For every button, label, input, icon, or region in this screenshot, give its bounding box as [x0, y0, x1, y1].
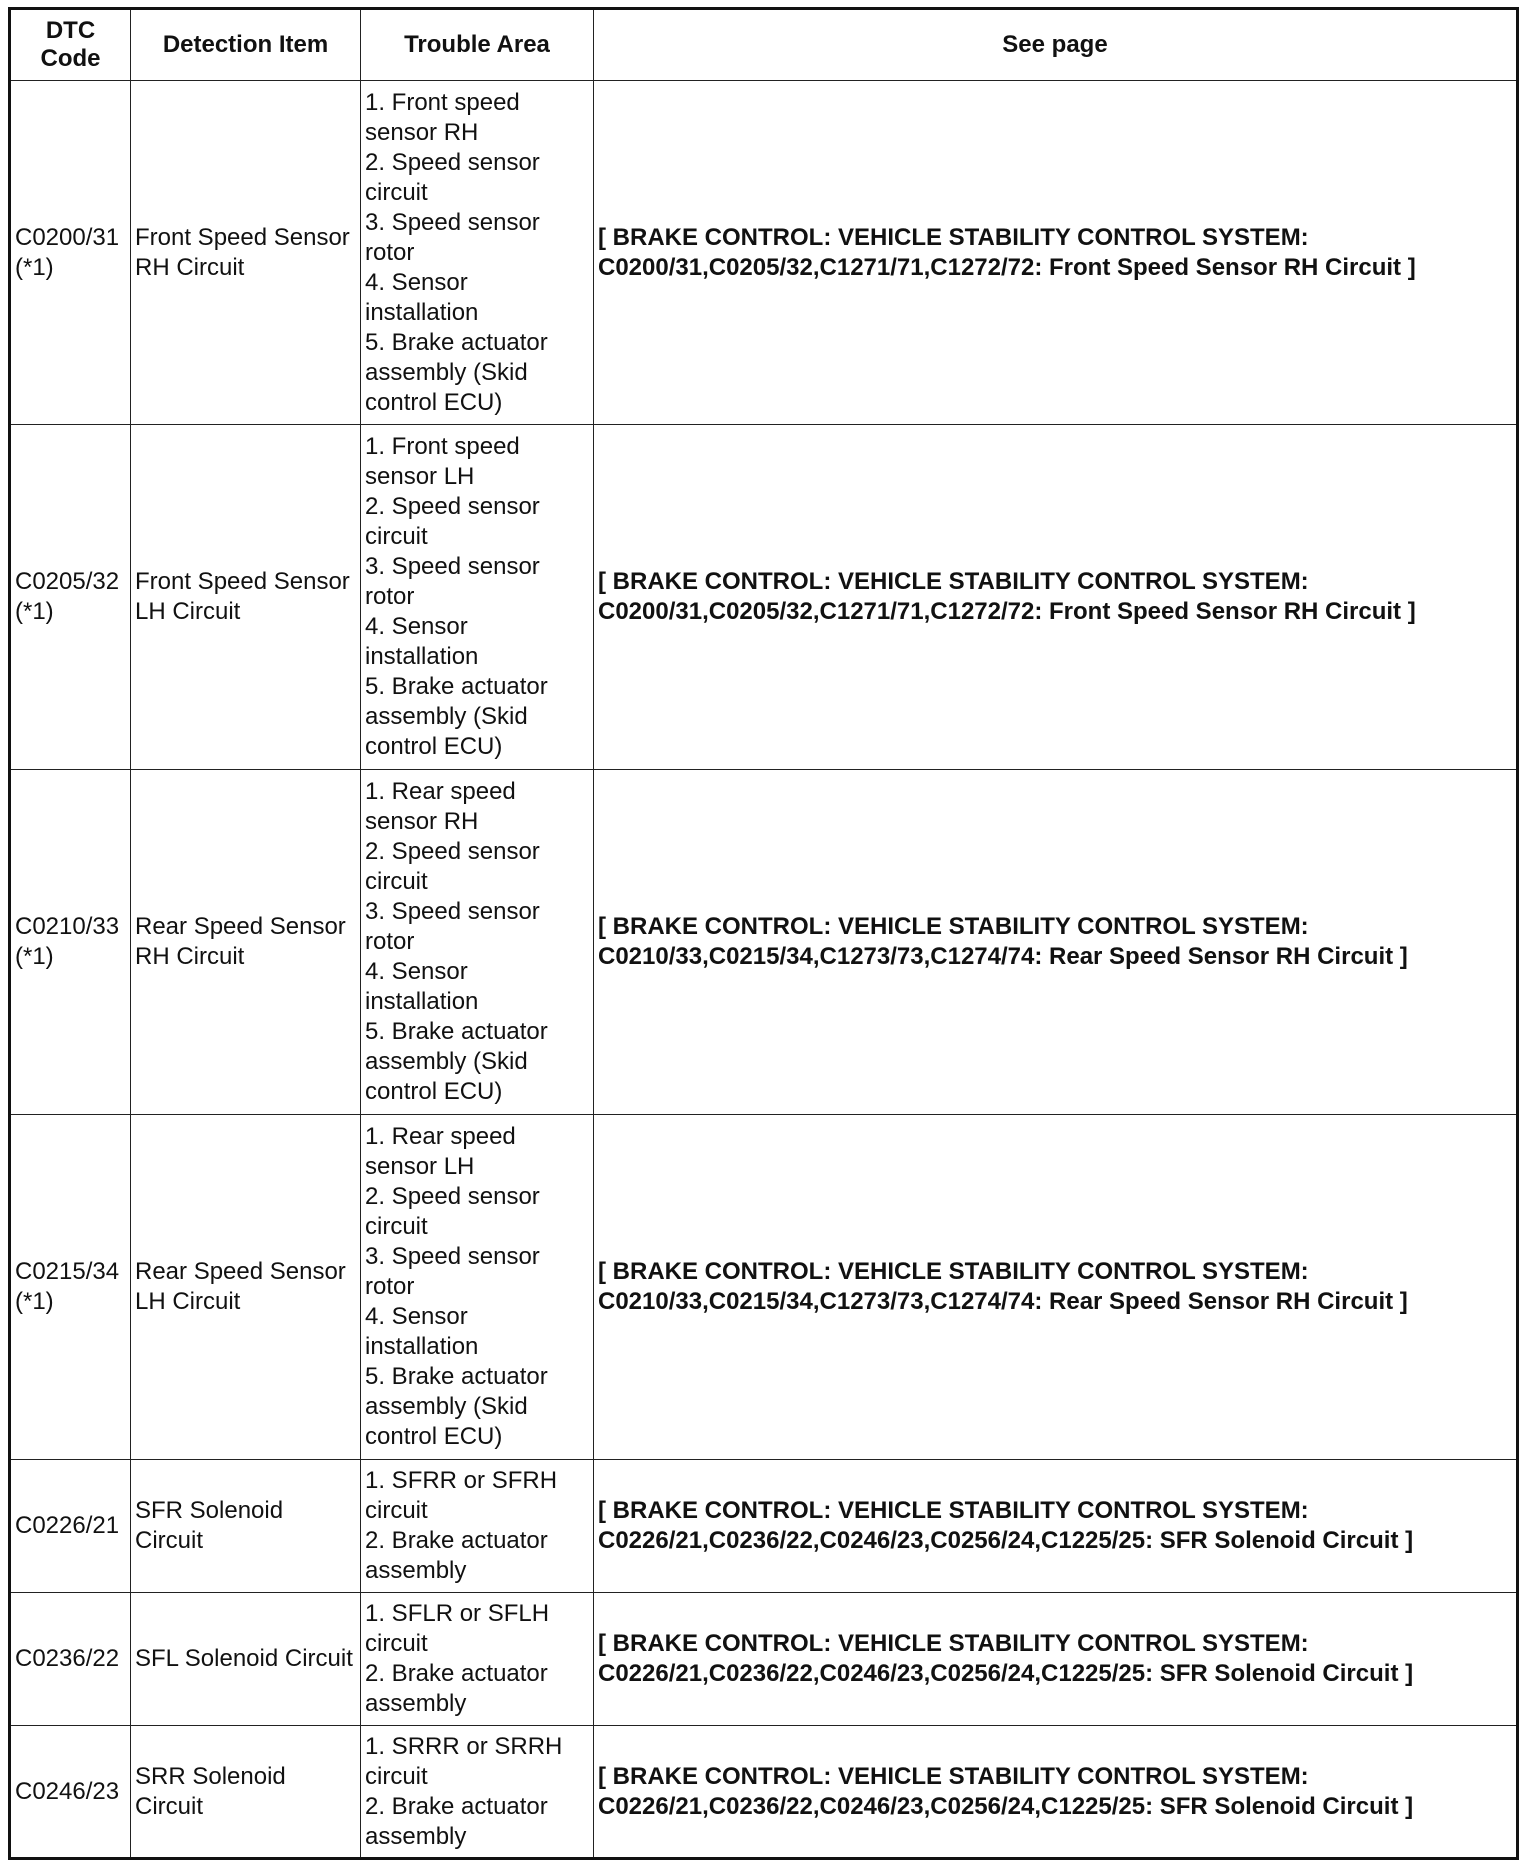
dtc-code-cell — [10, 425, 131, 770]
see-page-link-line2: C0210/33,C0215/34,C1273/73,C1274/74: Rear Speed Sensor RH Circuit ] — [598, 1288, 1408, 1315]
dtc-code-cell — [10, 81, 131, 425]
detection-item-cell: Front Speed Sensor RH Circuit — [131, 81, 361, 425]
dtc-code-note: (*1) — [15, 1288, 54, 1315]
dtc-code: C0236/22 — [15, 1645, 120, 1672]
trouble-area-line: sensor RH — [365, 118, 479, 146]
see-page-link[interactable] — [598, 1496, 1512, 1556]
trouble-area-line: 2. Brake actuator — [365, 1660, 548, 1687]
see-page-link-line1: [ BRAKE CONTROL: VEHICLE STABILITY CONTROL SYSTEM: — [598, 1258, 1309, 1285]
table-row — [10, 1593, 1518, 1726]
dtc-code-cell — [10, 1593, 131, 1726]
trouble-area-line: 5. Brake actuator — [365, 1363, 548, 1390]
header-see-page: See page — [594, 9, 1518, 81]
trouble-area-line: circuit — [365, 178, 428, 206]
trouble-area-line: 5. Brake actuator — [365, 673, 548, 700]
trouble-area-line: rotor — [365, 583, 415, 610]
trouble-area-line: 3. Speed sensor — [365, 553, 540, 580]
trouble-area-line: rotor — [365, 1273, 415, 1300]
see-page-link-line1: [ BRAKE CONTROL: VEHICLE STABILITY CONTROL SYSTEM: — [598, 568, 1309, 595]
see-page-link[interactable] — [598, 1257, 1512, 1317]
see-page-link-line2: C0200/31,C0205/32,C1271/71,C1272/72: Front Speed Sensor RH Circuit ] — [598, 598, 1416, 625]
dtc-code: C0215/34 — [15, 1258, 120, 1285]
table-row — [10, 425, 1518, 770]
see-page-link-line2: C0200/31,C0205/32,C1271/71,C1272/72: Front Speed Sensor RH Circuit ] — [598, 253, 1416, 281]
see-page-cell — [594, 1460, 1518, 1593]
trouble-area-line: circuit — [365, 868, 428, 895]
trouble-area-line: installation — [365, 643, 479, 670]
see-page-link-line1: [ BRAKE CONTROL: VEHICLE STABILITY CONTROL SYSTEM: — [598, 913, 1309, 940]
dtc-code-cell — [10, 1460, 131, 1593]
trouble-area-line: 1. Front speed — [365, 88, 520, 116]
see-page-cell — [594, 770, 1518, 1115]
header-dtc-code-line1: DTC — [45, 17, 96, 44]
trouble-area-line: installation — [365, 298, 479, 326]
trouble-area-line: assembly (Skid — [365, 703, 528, 730]
trouble-area-line: 1. SFLR or SFLH — [365, 1600, 550, 1627]
detection-item-cell: SRR Solenoid Circuit — [131, 1726, 361, 1859]
trouble-area-line: rotor — [365, 238, 415, 266]
trouble-area-line: circuit — [365, 1630, 428, 1657]
detection-item-cell: SFL Solenoid Circuit — [131, 1593, 361, 1726]
trouble-area-line: sensor RH — [365, 808, 479, 835]
trouble-area-line: 2. Speed sensor — [365, 148, 540, 176]
dtc-code: C0246/23 — [15, 1777, 120, 1805]
detection-item-cell: Front Speed Sensor LH Circuit — [131, 425, 361, 770]
see-page-link-line1: [ BRAKE CONTROL: VEHICLE STABILITY CONTROL SYSTEM: — [598, 1762, 1309, 1790]
see-page-link-line2: C0210/33,C0215/34,C1273/73,C1274/74: Rear Speed Sensor RH Circuit ] — [598, 943, 1408, 970]
see-page-link-line2: C0226/21,C0236/22,C0246/23,C0256/24,C1225/25: SFR Solenoid Circuit ] — [598, 1792, 1414, 1820]
see-page-link[interactable] — [598, 1762, 1512, 1822]
dtc-code-cell — [10, 770, 131, 1115]
see-page-link[interactable] — [598, 223, 1512, 283]
trouble-area-cell — [361, 1460, 594, 1593]
trouble-area-cell — [361, 81, 594, 425]
see-page-link[interactable] — [598, 912, 1512, 972]
detection-item-cell: SFR Solenoid Circuit — [131, 1460, 361, 1593]
table-row — [10, 1726, 1518, 1859]
trouble-area-line: 4. Sensor — [365, 613, 468, 640]
header-trouble-area: Trouble Area — [361, 9, 594, 81]
header-dtc-code — [10, 9, 131, 81]
see-page-link-line2: C0226/21,C0236/22,C0246/23,C0256/24,C1225/25: SFR Solenoid Circuit ] — [598, 1527, 1414, 1554]
trouble-area-line: 4. Sensor — [365, 268, 468, 296]
table-row — [10, 770, 1518, 1115]
table-row — [10, 1115, 1518, 1460]
trouble-area-cell — [361, 770, 594, 1115]
dtc-code: C0210/33 — [15, 913, 120, 940]
dtc-code-cell — [10, 1115, 131, 1460]
trouble-area-line: rotor — [365, 928, 415, 955]
trouble-area-line: circuit — [365, 1213, 428, 1240]
trouble-area-line: control ECU) — [365, 1423, 503, 1450]
dtc-code: C0200/31 — [15, 223, 120, 251]
trouble-area-cell — [361, 1593, 594, 1726]
dtc-code-note: (*1) — [15, 253, 54, 281]
header-detection-item: Detection Item — [131, 9, 361, 81]
trouble-area-line: installation — [365, 1333, 479, 1360]
trouble-area-line: circuit — [365, 1497, 428, 1524]
detection-item-cell: Rear Speed Sensor RH Circuit — [131, 770, 361, 1115]
see-page-link-line1: [ BRAKE CONTROL: VEHICLE STABILITY CONTROL SYSTEM: — [598, 223, 1309, 251]
trouble-area-line: assembly — [365, 1557, 467, 1584]
trouble-area-line: control ECU) — [365, 733, 503, 760]
trouble-area-line: 2. Brake actuator — [365, 1792, 548, 1820]
trouble-area-line: control ECU) — [365, 388, 503, 416]
dtc-code-note: (*1) — [15, 598, 54, 625]
see-page-cell — [594, 425, 1518, 770]
trouble-area-line: 4. Sensor — [365, 958, 468, 985]
trouble-area-line: 3. Speed sensor — [365, 1243, 540, 1270]
see-page-cell — [594, 81, 1518, 425]
dtc-code-note: (*1) — [15, 943, 54, 970]
trouble-area-line: 2. Speed sensor — [365, 838, 540, 865]
dtc-table — [8, 7, 1519, 1860]
trouble-area-line: assembly (Skid — [365, 1393, 528, 1420]
table-row — [10, 81, 1518, 425]
trouble-area-line: 5. Brake actuator — [365, 328, 548, 356]
trouble-area-line: 1. SFRR or SFRH — [365, 1467, 558, 1494]
trouble-area-line: 5. Brake actuator — [365, 1018, 548, 1045]
table-body — [10, 81, 1518, 1859]
trouble-area-line: sensor LH — [365, 463, 475, 490]
trouble-area-line: 2. Brake actuator — [365, 1527, 548, 1554]
dtc-code: C0226/21 — [15, 1512, 120, 1539]
trouble-area-line: 1. Front speed — [365, 433, 520, 460]
trouble-area-line: 1. Rear speed — [365, 778, 516, 805]
see-page-link[interactable] — [598, 1629, 1512, 1689]
trouble-area-line: 4. Sensor — [365, 1303, 468, 1330]
see-page-link-line1: [ BRAKE CONTROL: VEHICLE STABILITY CONTROL SYSTEM: — [598, 1630, 1309, 1657]
trouble-area-line: installation — [365, 988, 479, 1015]
dtc-code: C0205/32 — [15, 568, 120, 595]
trouble-area-line: assembly — [365, 1822, 467, 1850]
trouble-area-cell — [361, 1115, 594, 1460]
see-page-link-line2: C0226/21,C0236/22,C0246/23,C0256/24,C1225/25: SFR Solenoid Circuit ] — [598, 1660, 1414, 1687]
trouble-area-line: assembly (Skid — [365, 1048, 528, 1075]
see-page-cell — [594, 1726, 1518, 1859]
trouble-area-line: assembly (Skid — [365, 358, 528, 386]
trouble-area-line: assembly — [365, 1690, 467, 1717]
trouble-area-line: sensor LH — [365, 1153, 475, 1180]
see-page-link-line1: [ BRAKE CONTROL: VEHICLE STABILITY CONTROL SYSTEM: — [598, 1497, 1309, 1524]
see-page-cell — [594, 1115, 1518, 1460]
trouble-area-cell — [361, 1726, 594, 1859]
trouble-area-line: 3. Speed sensor — [365, 208, 540, 236]
trouble-area-cell — [361, 425, 594, 770]
trouble-area-line: circuit — [365, 1762, 428, 1790]
trouble-area-line: 2. Speed sensor — [365, 1183, 540, 1210]
trouble-area-line: 1. SRRR or SRRH — [365, 1732, 563, 1760]
dtc-code-cell — [10, 1726, 131, 1859]
trouble-area-line: 2. Speed sensor — [365, 493, 540, 520]
see-page-link[interactable] — [598, 567, 1512, 627]
trouble-area-line: 1. Rear speed — [365, 1123, 516, 1150]
see-page-cell — [594, 1593, 1518, 1726]
header-dtc-code-line2: Code — [40, 45, 101, 72]
detection-item-cell: Rear Speed Sensor LH Circuit — [131, 1115, 361, 1460]
table-row — [10, 1460, 1518, 1593]
trouble-area-line: control ECU) — [365, 1078, 503, 1105]
trouble-area-line: circuit — [365, 523, 428, 550]
header-row — [10, 9, 1518, 81]
trouble-area-line: 3. Speed sensor — [365, 898, 540, 925]
